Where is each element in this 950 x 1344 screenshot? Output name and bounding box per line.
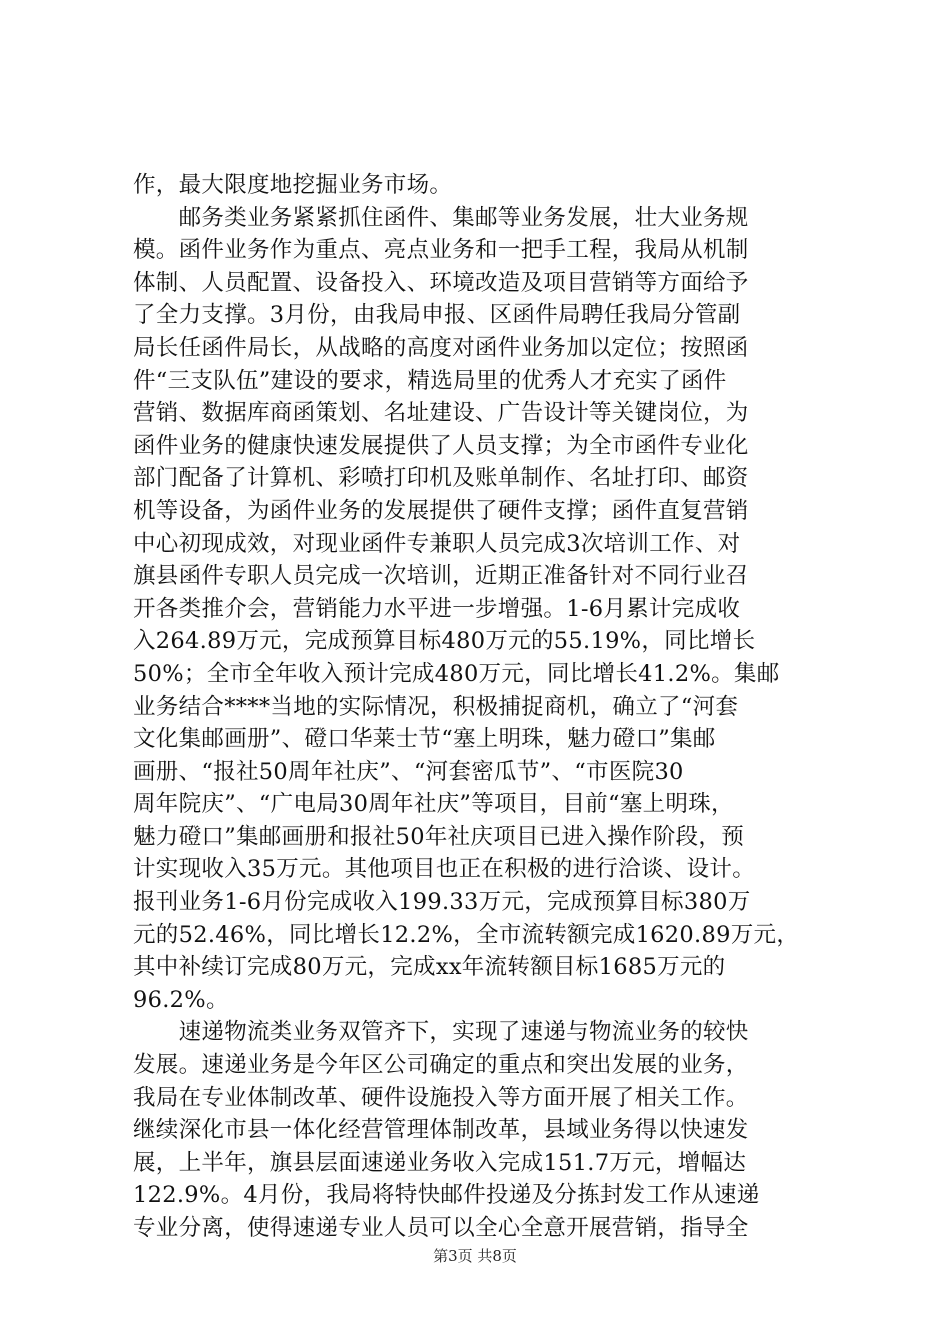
text-line: 96.2%。 bbox=[133, 986, 229, 1013]
text-line: 函件业务的健康快速发展提供了人员支撑；为全市函件专业化 bbox=[133, 432, 749, 459]
text-line: 文化集邮画册”、磴口华莱士节“塞上明珠，魅力磴口”集邮 bbox=[133, 726, 716, 753]
text-line: 局长任函件局长，从战略的高度对函件业务加以定位；按照函 bbox=[133, 334, 749, 361]
text-line: 报刊业务1-6月份完成收入199.33万元，完成预算目标380万 bbox=[133, 889, 751, 916]
text-line: 业务结合****当地的实际情况，积极捕捉商机，确立了“河套 bbox=[133, 693, 739, 720]
text-line: 50%；全市全年收入预计完成480万元，同比增长41.2%。集邮 bbox=[133, 660, 780, 687]
text-line: 体制、人员配置、设备投入、环境改造及项目营销等方面给予 bbox=[133, 269, 749, 296]
text-line: 展，上半年，旗县层面速递业务收入完成151.7万元，增幅达 bbox=[133, 1149, 747, 1176]
text-line: 中心初现成效，对现业函件专兼职人员完成3次培训工作、对 bbox=[133, 530, 741, 557]
text-line: 部门配备了计算机、彩喷打印机及账单制作、名址打印、邮资 bbox=[133, 465, 749, 492]
text-line: 发展。速递业务是今年区公司确定的重点和突出发展的业务， bbox=[133, 1052, 749, 1079]
text-line: 其中补续订完成80万元，完成xx年流转额目标1685万元的 bbox=[133, 954, 726, 981]
text-line: 计实现收入35万元。其他项目也正在积极的进行洽谈、设计。 bbox=[133, 856, 756, 883]
text-line: 专业分离，使得速递专业人员可以全心全意开展营销，指导全 bbox=[133, 1215, 749, 1241]
text-line: 魅力磴口”集邮画册和报社50年社庆项目已进入操作阶段，预 bbox=[133, 823, 745, 850]
text-line: 画册、“报社50周年社庆”、“河套密瓜节”、“市医院30 bbox=[133, 758, 684, 785]
text-line: 周年院庆”、“广电局30周年社庆”等项目，目前“塞上明珠， bbox=[133, 791, 734, 818]
text-line: 旗县函件专职人员完成一次培训，近期正准备针对不同行业召 bbox=[133, 563, 749, 590]
text-line: 了全力支撑。3月份，由我局申报、区函件局聘任我局分管副 bbox=[133, 302, 741, 329]
text-line: 我局在专业体制改革、硬件设施投入等方面开展了相关工作。 bbox=[133, 1084, 749, 1111]
text-line: 作，最大限度地挖掘业务市场。 bbox=[133, 172, 453, 198]
text-line: 开各类推介会，营销能力水平进一步增强。1-6月累计完成收 bbox=[133, 595, 741, 622]
text-line: 继续深化市县一体化经营管理体制改革，县域业务得以快速发 bbox=[133, 1117, 749, 1144]
text-line: 营销、数据库商函策划、名址建设、广告设计等关键岗位，为 bbox=[133, 400, 749, 427]
page-footer: 第3页 共8页 bbox=[433, 1247, 517, 1265]
body-text bbox=[133, 169, 833, 1245]
text-line: 件“三支队伍”建设的要求，精选局里的优秀人才充实了函件 bbox=[133, 367, 727, 394]
text-line: 122.9%。4月份，我局将特快邮件投递及分拣封发工作从速递 bbox=[133, 1182, 760, 1209]
text-line: 入264.89万元，完成预算目标480万元的55.19%，同比增长 bbox=[133, 628, 756, 655]
text-line: 元的52.46%，同比增长12.2%，全市流转额完成1620.89万元， bbox=[133, 921, 800, 948]
text-line: 速递物流类业务双管齐下，实现了速递与物流业务的较快 bbox=[133, 1019, 749, 1046]
text-line: 模。函件业务作为重点、亮点业务和一把手工程，我局从机制 bbox=[133, 237, 749, 264]
text-line: 机等设备，为函件业务的发展提供了硬件支撑；函件直复营销 bbox=[133, 497, 749, 524]
text-line: 邮务类业务紧紧抓住函件、集邮等业务发展，壮大业务规 bbox=[133, 204, 749, 231]
